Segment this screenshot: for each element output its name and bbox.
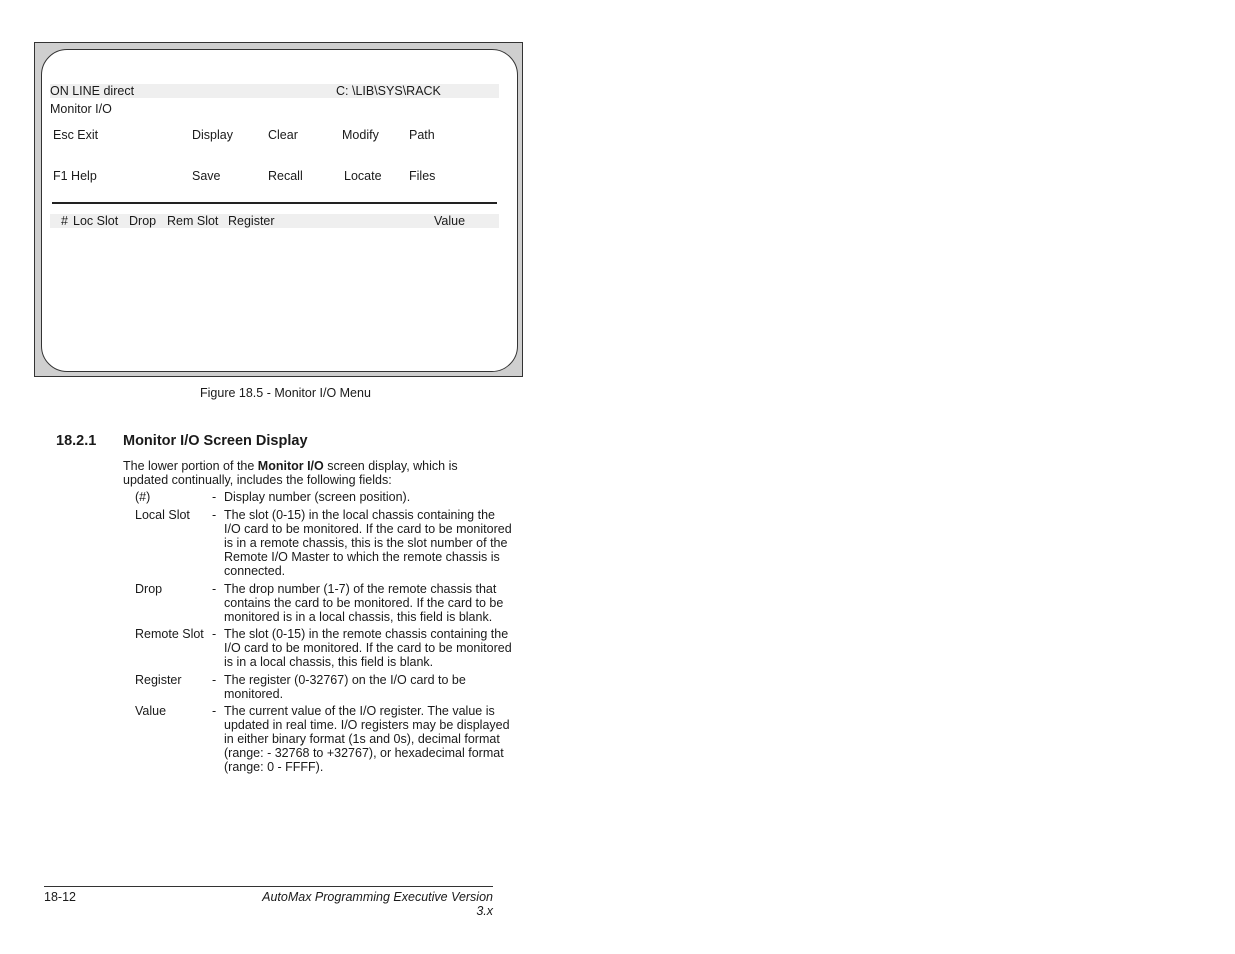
page-number: 18-12 [44, 890, 76, 904]
field-desc-num: Display number (screen position). [224, 490, 411, 504]
menu-save[interactable]: Save [192, 169, 221, 183]
field-desc-drop: The drop number (1-7) of the remote chassis that contains the card to be monitored. If the card to be monitored is in a local chassis, this field is blank. [224, 582, 504, 624]
menu-exit[interactable]: Esc Exit [53, 128, 99, 142]
menu-divider [52, 202, 497, 204]
status-mode: ON LINE direct [50, 84, 135, 98]
status-path: C: \LIB\SYS\RACK [336, 84, 441, 98]
field-term-remote-slot: Remote Slot [135, 627, 204, 641]
field-desc-value: The current value of the I/O register. The value is updated in real time. I/O registers may be displayed in either binary format (1s and 0s), decimal format (range: - 32768 to +32767), or hexadecimal format (range: 0 - FFFF). [224, 704, 510, 774]
field-dash: - [212, 704, 217, 718]
column-value: Value [434, 214, 466, 228]
field-desc-register: The register (0-32767) on the I/O card to be monitored. [224, 673, 466, 701]
footer-rule [44, 886, 493, 887]
column-loc-slot: Loc Slot [73, 214, 119, 228]
screen-title: Monitor I/O [50, 102, 112, 116]
field-desc-local-slot: The slot (0-15) in the local chassis containing the I/O card to be monitored. If the card to be monitored is in a remote chassis, this is the slot number of the Remote I/O Master to which the remote chassis is connected. [224, 508, 512, 578]
field-dash: - [212, 673, 217, 687]
column-drop: Drop [129, 214, 157, 228]
column-rem-slot: Rem Slot [167, 214, 219, 228]
intro-text-pre: The lower portion of the [123, 459, 258, 473]
menu-clear[interactable]: Clear [268, 128, 298, 142]
menu-locate[interactable]: Locate [344, 169, 382, 183]
field-term-drop: Drop [135, 582, 163, 596]
field-term-register: Register [135, 673, 182, 687]
intro-text-post: screen display, which is updated continually, includes the following fields: [123, 459, 458, 487]
menu-files[interactable]: Files [409, 169, 436, 183]
field-dash: - [212, 627, 217, 641]
field-dash: - [212, 582, 217, 596]
section-number: 18.2.1 [56, 433, 97, 449]
field-dash: - [212, 490, 217, 504]
monitor-screen-figure [34, 42, 523, 377]
field-desc-remote-slot: The slot (0-15) in the remote chassis containing the I/O card to be monitored. If the card to be monitored is in a local chassis, this field is blank. [224, 627, 512, 669]
field-term-num: (#) [135, 490, 151, 504]
column-num: # [61, 214, 68, 228]
monitor-screen [41, 49, 518, 372]
menu-help[interactable]: F1 Help [53, 169, 97, 183]
menu-path[interactable]: Path [409, 128, 435, 142]
field-dash: - [212, 508, 217, 522]
intro-text-bold: Monitor I/O [257, 459, 324, 473]
footer-title: AutoMax Programming Executive Version 3.x [262, 890, 493, 918]
section-title: Monitor I/O Screen Display [123, 433, 308, 449]
menu-modify[interactable]: Modify [342, 128, 379, 142]
intro-paragraph [123, 459, 503, 487]
field-term-local-slot: Local Slot [135, 508, 190, 522]
menu-recall[interactable]: Recall [268, 169, 303, 183]
menu-display[interactable]: Display [192, 128, 233, 142]
field-term-value: Value [135, 704, 167, 718]
figure-caption: Figure 18.5 - Monitor I/O Menu [200, 386, 371, 400]
column-register: Register [228, 214, 275, 228]
